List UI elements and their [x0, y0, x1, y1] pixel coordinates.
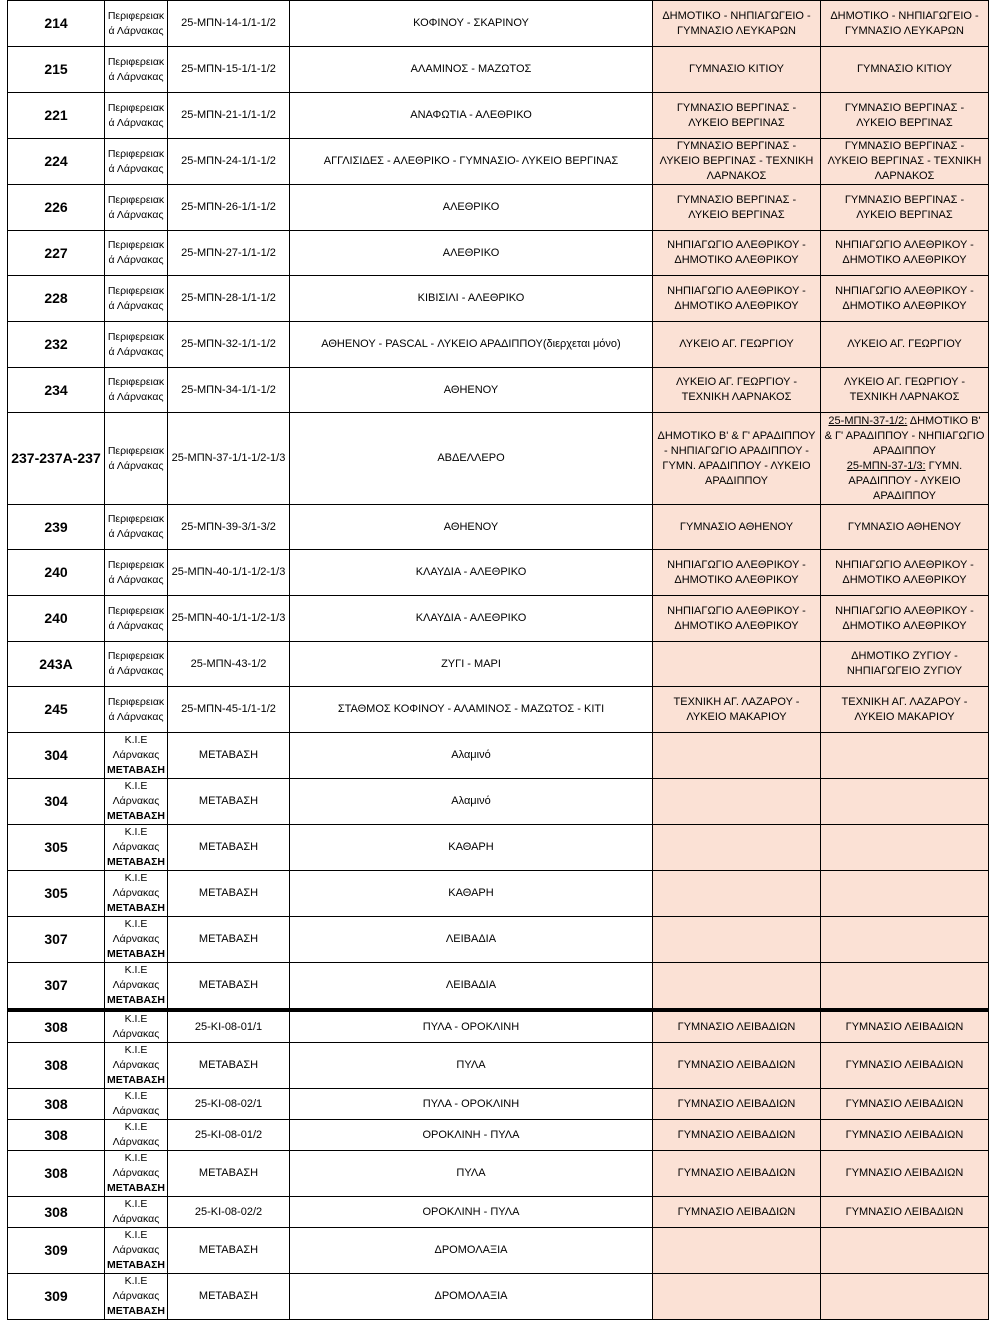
area-line: ά Λάρνακας	[108, 665, 164, 677]
schools-cell-2: ΛΥΚΕΙΟ ΑΓ. ΓΕΩΡΓΙΟΥ	[821, 322, 989, 368]
table-row	[8, 185, 989, 231]
area-line: Λάρνακας	[112, 1136, 160, 1148]
area-cell	[105, 1010, 168, 1043]
area-line: Λάρνακας	[112, 749, 160, 761]
schools-cell-2: ΝΗΠΙΑΓΩΓΙΟ ΑΛΕΘΡΙΚΟΥ - ΔΗΜΟΤΙΚΟ ΑΛΕΘΡΙΚΟΥ	[821, 231, 989, 276]
route-description: ΚΙΒΙΣΙΛΙ - ΑΛΕΘΡΙΚΟ	[290, 276, 653, 322]
route-code: 25-ΜΠΝ-32-1/1-1/2	[168, 322, 290, 368]
route-description: ΑΘΗΕΝΟΥ	[290, 368, 653, 413]
route-number: 240	[8, 596, 105, 642]
area-line: Κ.Ι.Ε	[124, 918, 148, 930]
route-description: ΑΘΗΕΝΟΥ	[290, 505, 653, 550]
schools-cell-1	[653, 779, 821, 825]
route-code: 25-ΜΠΝ-40-1/1-1/2-1/3	[168, 596, 290, 642]
schools-cell-1	[653, 825, 821, 871]
route-code: ΜΕΤΑΒΑΣΗ	[168, 1151, 290, 1197]
route-code: 25-ΜΠΝ-40-1/1-1/2-1/3	[168, 550, 290, 596]
route-code: 25-ΚΙ-08-01/2	[168, 1120, 290, 1151]
route-code: ΜΕΤΑΒΑΣΗ	[168, 825, 290, 871]
area-line: ά Λάρνακας	[108, 70, 164, 83]
route-number: 304	[8, 779, 105, 825]
schools-cell-2: ΝΗΠΙΑΓΩΓΙΟ ΑΛΕΘΡΙΚΟΥ - ΔΗΜΟΤΙΚΟ ΑΛΕΘΡΙΚΟΥ	[821, 276, 989, 322]
route-description: ΔΡΟΜΟΛΑΞΙΑ	[290, 1274, 653, 1320]
table-row	[8, 368, 989, 413]
transition-label: ΜΕΤΑΒΑΣΗ	[106, 764, 166, 776]
schools-cell-2: ΓΥΜΝΑΣΙΟ ΑΘΗΕΝΟΥ	[821, 505, 989, 550]
table-row	[8, 322, 989, 368]
area-line: Περιφερειακ	[107, 330, 165, 343]
schools-cell-1: ΓΥΜΝΑΣΙΟ ΑΘΗΕΝΟΥ	[653, 505, 821, 550]
area-line: Κ.Ι.Ε	[124, 780, 148, 792]
route-number: 308	[8, 1043, 105, 1089]
schools-cell-1: ΓΥΜΝΑΣΙΟ ΒΕΡΓΙΝΑΣ - ΛΥΚΕΙΟ ΒΕΡΓΙΝΑΣ - ΤΕΧΝΙΚΗ ΛΑΡΝΑΚΟΣ	[653, 139, 821, 185]
route-number: 305	[8, 825, 105, 871]
route-description: ΑΝΑΦΩΤΙΑ - ΑΛΕΘΡΙΚΟ	[290, 93, 653, 139]
area-line: ά Λάρνακας	[108, 162, 164, 175]
area-cell	[105, 825, 168, 871]
schools-cell-2	[821, 779, 989, 825]
area-line: ά Λάρνακας	[108, 24, 164, 37]
schools-cell-2: ΝΗΠΙΑΓΩΓΙΟ ΑΛΕΘΡΙΚΟΥ - ΔΗΜΟΤΙΚΟ ΑΛΕΘΡΙΚΟΥ	[821, 596, 989, 642]
route-number: 234	[8, 368, 105, 413]
route-code: ΜΕΤΑΒΑΣΗ	[168, 733, 290, 779]
route-code: 25-ΜΠΝ-14-1/1-1/2	[168, 1, 290, 47]
area-cell	[105, 276, 168, 322]
area-line: Λάρνακας	[112, 1059, 160, 1071]
table-row	[8, 1120, 989, 1151]
transition-label: ΜΕΤΑΒΑΣΗ	[106, 1305, 166, 1317]
schools-cell-1	[653, 917, 821, 963]
route-description: ΖΥΓΙ - ΜΑΡΙ	[290, 642, 653, 687]
route-description: ΚΛΑΥΔΙΑ - ΑΛΕΘΡΙΚΟ	[290, 596, 653, 642]
schools-cell-1: ΤΕΧΝΙΚΗ ΑΓ. ΛΑΖΑΡΟΥ - ΛΥΚΕΙΟ ΜΑΚΑΡΙΟΥ	[653, 687, 821, 733]
area-line: ά Λάρνακας	[108, 254, 164, 266]
table-row	[8, 825, 989, 871]
route-description: ΑΛΑΜΙΝΟΣ - ΜΑΖΩΤΟΣ	[290, 47, 653, 93]
table-row	[8, 733, 989, 779]
schools-cell-1	[653, 1228, 821, 1274]
area-line: Περιφερειακ	[107, 147, 165, 160]
route-description: Αλαμινό	[290, 779, 653, 825]
route-number: 308	[8, 1151, 105, 1197]
schools-cell-1: ΛΥΚΕΙΟ ΑΓ. ΓΕΩΡΓΙΟΥ - ΤΕΧΝΙΚΗ ΛΑΡΝΑΚΟΣ	[653, 368, 821, 413]
area-line: Περιφερειακ	[107, 9, 165, 22]
route-number: 245	[8, 687, 105, 733]
route-number: 224	[8, 139, 105, 185]
schools-cell-2: ΝΗΠΙΑΓΩΓΙΟ ΑΛΕΘΡΙΚΟΥ - ΔΗΜΟΤΙΚΟ ΑΛΕΘΡΙΚΟΥ	[821, 550, 989, 596]
route-code: 25-ΜΠΝ-24-1/1-1/2	[168, 139, 290, 185]
schools-cell-1	[653, 871, 821, 917]
schools-cell-1: ΔΗΜΟΤΙΚΟ - ΝΗΠΙΑΓΩΓΕΙΟ - ΓΥΜΝΑΣΙΟ ΛΕΥΚΑΡΩΝ	[653, 1, 821, 47]
area-line: Κ.Ι.Ε	[124, 734, 148, 746]
area-line: Περιφερειακ	[107, 284, 165, 297]
route-code: 25-ΚΙ-08-02/1	[168, 1089, 290, 1120]
schools-cell-2: ΓΥΜΝΑΣΙΟ ΒΕΡΓΙΝΑΣ - ΛΥΚΕΙΟ ΒΕΡΓΙΝΑΣ - ΤΕΧΝΙΚΗ ΛΑΡΝΑΚΟΣ	[821, 139, 989, 185]
route-code: 25-ΚΙ-08-01/1	[168, 1010, 290, 1043]
route-number: 232	[8, 322, 105, 368]
route-number: 228	[8, 276, 105, 322]
transition-label: ΜΕΤΑΒΑΣΗ	[106, 902, 166, 914]
route-number: 308	[8, 1010, 105, 1043]
area-cell	[105, 1151, 168, 1197]
schools-cell-1: ΝΗΠΙΑΓΩΓΙΟ ΑΛΕΘΡΙΚΟΥ - ΔΗΜΟΤΙΚΟ ΑΛΕΘΡΙΚΟΥ	[653, 596, 821, 642]
area-cell	[105, 1089, 168, 1120]
table-row	[8, 1274, 989, 1320]
area-cell	[105, 779, 168, 825]
schools-cell-1: ΓΥΜΝΑΣΙΟ ΛΕΙΒΑΔΙΩΝ	[653, 1197, 821, 1228]
transition-label: ΜΕΤΑΒΑΣΗ	[106, 994, 166, 1006]
table-row	[8, 917, 989, 963]
route-description: ΚΑΘΑΡΗ	[290, 871, 653, 917]
area-line: Κ.Ι.Ε	[124, 1152, 148, 1164]
table-row	[8, 1151, 989, 1197]
schools-cell-1: ΓΥΜΝΑΣΙΟ ΒΕΡΓΙΝΑΣ - ΛΥΚΕΙΟ ΒΕΡΓΙΝΑΣ	[653, 93, 821, 139]
schools-cell-1: ΓΥΜΝΑΣΙΟ ΛΕΙΒΑΔΙΩΝ	[653, 1010, 821, 1043]
route-code: 25-ΜΠΝ-27-1/1-1/2	[168, 231, 290, 276]
area-line: ά Λάρνακας	[108, 573, 164, 586]
area-line: ά Λάρνακας	[108, 619, 164, 632]
route-code: ΜΕΤΑΒΑΣΗ	[168, 1228, 290, 1274]
route-number: 227	[8, 231, 105, 276]
schools-cell-2: ΓΥΜΝΑΣΙΟ ΒΕΡΓΙΝΑΣ - ΛΥΚΕΙΟ ΒΕΡΓΙΝΑΣ	[821, 185, 989, 231]
route-number: 307	[8, 917, 105, 963]
route-number: 239	[8, 505, 105, 550]
route-description: ΚΑΘΑΡΗ	[290, 825, 653, 871]
area-line: Λάρνακας	[112, 841, 160, 853]
route-code: 25-ΜΠΝ-15-1/1-1/2	[168, 47, 290, 93]
schools-cell-2: ΤΕΧΝΙΚΗ ΑΓ. ΛΑΖΑΡΟΥ - ΛΥΚΕΙΟ ΜΑΚΑΡΙΟΥ	[821, 687, 989, 733]
area-line: ά Λάρνακας	[108, 345, 164, 358]
route-description: ΑΛΕΘΡΙΚΟ	[290, 231, 653, 276]
area-cell	[105, 871, 168, 917]
route-code: ΜΕΤΑΒΑΣΗ	[168, 779, 290, 825]
schools-cell-1: ΓΥΜΝΑΣΙΟ ΚΙΤΙΟΥ	[653, 47, 821, 93]
route-description: ΟΡΟΚΛΙΝΗ - ΠΥΛΑ	[290, 1120, 653, 1151]
schools-cell-2	[821, 733, 989, 779]
route-number: 309	[8, 1274, 105, 1320]
route-number: 221	[8, 93, 105, 139]
area-line: Λάρνακας	[112, 1213, 160, 1225]
route-code: ΜΕΤΑΒΑΣΗ	[168, 963, 290, 1011]
schools-cell-1: ΓΥΜΝΑΣΙΟ ΛΕΙΒΑΔΙΩΝ	[653, 1120, 821, 1151]
table-row	[8, 505, 989, 550]
table-row	[8, 231, 989, 276]
area-line: Λάρνακας	[112, 1028, 160, 1040]
schools-cell-1	[653, 963, 821, 1011]
area-cell	[105, 642, 168, 687]
route-code-ref: 25-ΜΠΝ-37-1/2:	[828, 414, 908, 427]
schools-cell-1: ΓΥΜΝΑΣΙΟ ΛΕΙΒΑΔΙΩΝ	[653, 1089, 821, 1120]
route-description: ΑΛΕΘΡΙΚΟ	[290, 185, 653, 231]
area-cell	[105, 1274, 168, 1320]
table-row	[8, 596, 989, 642]
area-line: Περιφερειακ	[107, 558, 165, 571]
area-line: Κ.Ι.Ε	[124, 964, 148, 976]
schools-cell-2	[821, 1228, 989, 1274]
schools-cell-1	[653, 1274, 821, 1320]
route-number: 308	[8, 1197, 105, 1228]
area-line: Κ.Ι.Ε	[124, 826, 148, 838]
route-code: 25-ΜΠΝ-21-1/1-1/2	[168, 93, 290, 139]
area-cell	[105, 733, 168, 779]
area-cell	[105, 368, 168, 413]
route-description: ΚΛΑΥΔΙΑ - ΑΛΕΘΡΙΚΟ	[290, 550, 653, 596]
route-description: ΠΥΛΑ - ΟΡΟΚΛΙΝΗ	[290, 1089, 653, 1120]
schools-cell-2: ΓΥΜΝΑΣΙΟ ΛΕΙΒΑΔΙΩΝ	[821, 1151, 989, 1197]
transition-label: ΜΕΤΑΒΑΣΗ	[106, 1074, 166, 1086]
route-number: 308	[8, 1089, 105, 1120]
schools-cell-1	[653, 733, 821, 779]
table-row	[8, 1, 989, 47]
area-line: Κ.Ι.Ε	[124, 1044, 148, 1056]
schools-cell-1: ΓΥΜΝΑΣΙΟ ΛΕΙΒΑΔΙΩΝ	[653, 1151, 821, 1197]
route-code: 25-ΜΠΝ-37-1/1-1/2-1/3	[168, 413, 290, 505]
route-description: ΣΤΑΘΜΟΣ ΚΟΦΙΝΟΥ - ΑΛΑΜΙΝΟΣ - ΜΑΖΩΤΟΣ - ΚΙΤΙ	[290, 687, 653, 733]
schools-cell-2: ΓΥΜΝΑΣΙΟ ΛΕΙΒΑΔΙΩΝ	[821, 1120, 989, 1151]
route-code: 25-ΜΠΝ-34-1/1-1/2	[168, 368, 290, 413]
route-code: 25-ΚΙ-08-02/2	[168, 1197, 290, 1228]
area-line: Κ.Ι.Ε	[124, 1229, 148, 1241]
transition-label: ΜΕΤΑΒΑΣΗ	[106, 856, 166, 868]
area-cell	[105, 93, 168, 139]
table-row	[8, 687, 989, 733]
area-cell	[105, 596, 168, 642]
schools-cell-2	[821, 871, 989, 917]
route-code: 25-ΜΠΝ-26-1/1-1/2	[168, 185, 290, 231]
area-line: ά Λάρνακας	[108, 528, 164, 540]
area-line: Λάρνακας	[112, 887, 160, 899]
route-code: ΜΕΤΑΒΑΣΗ	[168, 917, 290, 963]
area-cell	[105, 1197, 168, 1228]
schools-cell-2: ΓΥΜΝΑΣΙΟ ΚΙΤΙΟΥ	[821, 47, 989, 93]
route-description: ΠΥΛΑ	[290, 1043, 653, 1089]
schools-cell-1: ΝΗΠΙΑΓΩΓΙΟ ΑΛΕΘΡΙΚΟΥ - ΔΗΜΟΤΙΚΟ ΑΛΕΘΡΙΚΟΥ	[653, 550, 821, 596]
route-number: 309	[8, 1228, 105, 1274]
route-number: 240	[8, 550, 105, 596]
route-number: 237-237Α-237	[8, 413, 105, 505]
schools-cell-2	[821, 917, 989, 963]
area-line: Κ.Ι.Ε	[124, 872, 148, 884]
area-cell	[105, 550, 168, 596]
schools-cell-1: ΝΗΠΙΑΓΩΓΙΟ ΑΛΕΘΡΙΚΟΥ - ΔΗΜΟΤΙΚΟ ΑΛΕΘΡΙΚΟΥ	[653, 231, 821, 276]
schools-text: ΓΥΜΝ. ΑΡΑΔΙΠΠΟΥ - ΛΥΚΕΙΟ ΑΡΑΔΙΠΠΟΥ	[848, 459, 963, 502]
transition-label: ΜΕΤΑΒΑΣΗ	[106, 1259, 166, 1271]
schools-cell-2	[821, 963, 989, 1011]
route-description: ΛΕΙΒΑΔΙΑ	[290, 963, 653, 1011]
table-row	[8, 871, 989, 917]
area-line: Κ.Ι.Ε	[124, 1121, 148, 1133]
schools-cell-1: ΔΗΜΟΤΙΚΟ Β' & Γ' ΑΡΑΔΙΠΠΟΥ - ΝΗΠΙΑΓΩΓΙΟ ΑΡΑΔΙΠΠΟΥ - ΓΥΜΝ. ΑΡΑΔΙΠΠΟΥ - ΛΥΚΕΙΟ ΑΡΑΔΙΠΠΟΥ	[653, 413, 821, 505]
route-description: Αλαμινό	[290, 733, 653, 779]
routes-table-body	[8, 1, 989, 1320]
area-cell	[105, 231, 168, 276]
table-row	[8, 779, 989, 825]
route-description: ΑΓΓΛΙΣΙΔΕΣ - ΑΛΕΘΡΙΚΟ - ΓΥΜΝΑΣΙΟ- ΛΥΚΕΙΟ ΒΕΡΓΙΝΑΣ	[290, 139, 653, 185]
area-line: Κ.Ι.Ε	[124, 1275, 148, 1287]
route-description: ΑΒΔΕΛΛΕΡΟ	[290, 413, 653, 505]
table-row	[8, 963, 989, 1011]
routes-table	[7, 0, 989, 1320]
area-line: Λάρνακας	[112, 795, 160, 807]
schools-cell-1: ΓΥΜΝΑΣΙΟ ΒΕΡΓΙΝΑΣ - ΛΥΚΕΙΟ ΒΕΡΓΙΝΑΣ	[653, 185, 821, 231]
area-cell	[105, 185, 168, 231]
schools-cell-2: ΓΥΜΝΑΣΙΟ ΛΕΙΒΑΔΙΩΝ	[821, 1043, 989, 1089]
area-line: Λάρνακας	[112, 1290, 160, 1302]
table-row	[8, 413, 989, 505]
area-cell	[105, 47, 168, 93]
route-description: ΑΘΗΕΝΟΥ - PASCAL - ΛΥΚΕΙΟ ΑΡΑΔΙΠΠΟΥ(διερχεται μόνο)	[290, 322, 653, 368]
schools-text: ΔΗΜΟΤΙΚΟ Β' & Γ' ΑΡΑΔΙΠΠΟΥ - ΝΗΠΙΑΓΩΓΙΟ ΑΡΑΔΙΠΠΟΥ	[824, 414, 985, 457]
route-code: ΜΕΤΑΒΑΣΗ	[168, 871, 290, 917]
area-cell	[105, 1, 168, 47]
schools-cell-1: ΝΗΠΙΑΓΩΓΙΟ ΑΛΕΘΡΙΚΟΥ - ΔΗΜΟΤΙΚΟ ΑΛΕΘΡΙΚΟΥ	[653, 276, 821, 322]
route-code: 25-ΜΠΝ-39-3/1-3/2	[168, 505, 290, 550]
schools-cell-2: ΓΥΜΝΑΣΙΟ ΛΕΙΒΑΔΙΩΝ	[821, 1089, 989, 1120]
schools-cell-1: ΓΥΜΝΑΣΙΟ ΛΕΙΒΑΔΙΩΝ	[653, 1043, 821, 1089]
area-line: Κ.Ι.Ε	[124, 1198, 148, 1210]
area-line: Λάρνακας	[112, 979, 160, 991]
area-line: Λάρνακας	[112, 933, 160, 945]
schools-cell-2: ΓΥΜΝΑΣΙΟ ΛΕΙΒΑΔΙΩΝ	[821, 1197, 989, 1228]
area-line: Περιφερειακ	[107, 695, 165, 708]
schools-cell-2: ΓΥΜΝΑΣΙΟ ΛΕΙΒΑΔΙΩΝ	[821, 1010, 989, 1043]
table-row	[8, 642, 989, 687]
table-row	[8, 1228, 989, 1274]
schools-cell-1	[653, 642, 821, 687]
area-line: Κ.Ι.Ε	[124, 1013, 148, 1025]
transition-label: ΜΕΤΑΒΑΣΗ	[106, 1182, 166, 1194]
route-code: ΜΕΤΑΒΑΣΗ	[168, 1043, 290, 1089]
area-line: Λάρνακας	[112, 1105, 160, 1117]
area-line: ά Λάρνακας	[108, 391, 164, 403]
area-cell	[105, 413, 168, 505]
area-cell	[105, 963, 168, 1011]
transition-label: ΜΕΤΑΒΑΣΗ	[106, 948, 166, 960]
table-row	[8, 93, 989, 139]
table-row	[8, 1197, 989, 1228]
schools-cell-2: ΔΗΜΟΤΙΚΟ ΖΥΓΙΟΥ - ΝΗΠΙΑΓΩΓΕΙΟ ΖΥΓΙΟΥ	[821, 642, 989, 687]
route-number: 243Α	[8, 642, 105, 687]
table-row	[8, 1010, 989, 1043]
route-description: ΠΥΛΑ - ΟΡΟΚΛΙΝΗ	[290, 1010, 653, 1043]
route-number: 304	[8, 733, 105, 779]
area-line: Περιφερειακ	[107, 193, 165, 206]
area-line: ά Λάρνακας	[108, 710, 164, 723]
area-line: Περιφερειακ	[107, 55, 165, 68]
route-code: 25-ΜΠΝ-43-1/2	[168, 642, 290, 687]
area-line: ά Λάρνακας	[108, 299, 164, 312]
route-number: 307	[8, 963, 105, 1011]
schools-cell-2: ΔΗΜΟΤΙΚΟ - ΝΗΠΙΑΓΩΓΕΙΟ - ΓΥΜΝΑΣΙΟ ΛΕΥΚΑΡΩΝ	[821, 1, 989, 47]
area-line: Λάρνακας	[112, 1167, 160, 1179]
route-code-ref: 25-ΜΠΝ-37-1/3:	[846, 459, 926, 472]
table-row	[8, 550, 989, 596]
table-row	[8, 47, 989, 93]
area-line: Περιφερειακ	[107, 604, 165, 617]
schools-cell-2	[821, 413, 989, 505]
area-line: ά Λάρνακας	[108, 116, 164, 129]
route-code: 25-ΜΠΝ-28-1/1-1/2	[168, 276, 290, 322]
table-row	[8, 139, 989, 185]
area-line: Περιφερειακ	[107, 376, 165, 388]
area-cell	[105, 1120, 168, 1151]
area-cell	[105, 1228, 168, 1274]
area-line: Κ.Ι.Ε	[124, 1090, 148, 1102]
area-line: Περιφερειακ	[107, 239, 165, 251]
route-code: ΜΕΤΑΒΑΣΗ	[168, 1274, 290, 1320]
area-line: Περιφερειακ	[107, 650, 165, 662]
area-line: Περιφερειακ	[107, 513, 165, 525]
transition-label: ΜΕΤΑΒΑΣΗ	[106, 810, 166, 822]
table-row	[8, 1043, 989, 1089]
area-cell	[105, 139, 168, 185]
schools-cell-2	[821, 1274, 989, 1320]
area-line: ά Λάρνακας	[108, 208, 164, 221]
route-code: 25-ΜΠΝ-45-1/1-1/2	[168, 687, 290, 733]
area-cell	[105, 1043, 168, 1089]
schools-cell-2: ΓΥΜΝΑΣΙΟ ΒΕΡΓΙΝΑΣ - ΛΥΚΕΙΟ ΒΕΡΓΙΝΑΣ	[821, 93, 989, 139]
area-line: Περιφερειακ	[107, 444, 165, 457]
route-number: 226	[8, 185, 105, 231]
route-description: ΚΟΦΙΝΟΥ - ΣΚΑΡΙΝΟΥ	[290, 1, 653, 47]
route-description: ΟΡΟΚΛΙΝΗ - ΠΥΛΑ	[290, 1197, 653, 1228]
area-cell	[105, 687, 168, 733]
table-row	[8, 276, 989, 322]
area-line: ά Λάρνακας	[108, 459, 164, 472]
route-description: ΠΥΛΑ	[290, 1151, 653, 1197]
area-cell	[105, 917, 168, 963]
schools-cell-1: ΛΥΚΕΙΟ ΑΓ. ΓΕΩΡΓΙΟΥ	[653, 322, 821, 368]
route-number: 215	[8, 47, 105, 93]
area-cell	[105, 322, 168, 368]
route-description: ΛΕΙΒΑΔΙΑ	[290, 917, 653, 963]
area-line: Περιφερειακ	[107, 101, 165, 114]
route-number: 214	[8, 1, 105, 47]
schools-cell-2: ΛΥΚΕΙΟ ΑΓ. ΓΕΩΡΓΙΟΥ - ΤΕΧΝΙΚΗ ΛΑΡΝΑΚΟΣ	[821, 368, 989, 413]
route-number: 305	[8, 871, 105, 917]
area-cell	[105, 505, 168, 550]
area-line: Λάρνακας	[112, 1244, 160, 1256]
route-description: ΔΡΟΜΟΛΑΞΙΑ	[290, 1228, 653, 1274]
route-number: 308	[8, 1120, 105, 1151]
schools-cell-2	[821, 825, 989, 871]
table-row	[8, 1089, 989, 1120]
